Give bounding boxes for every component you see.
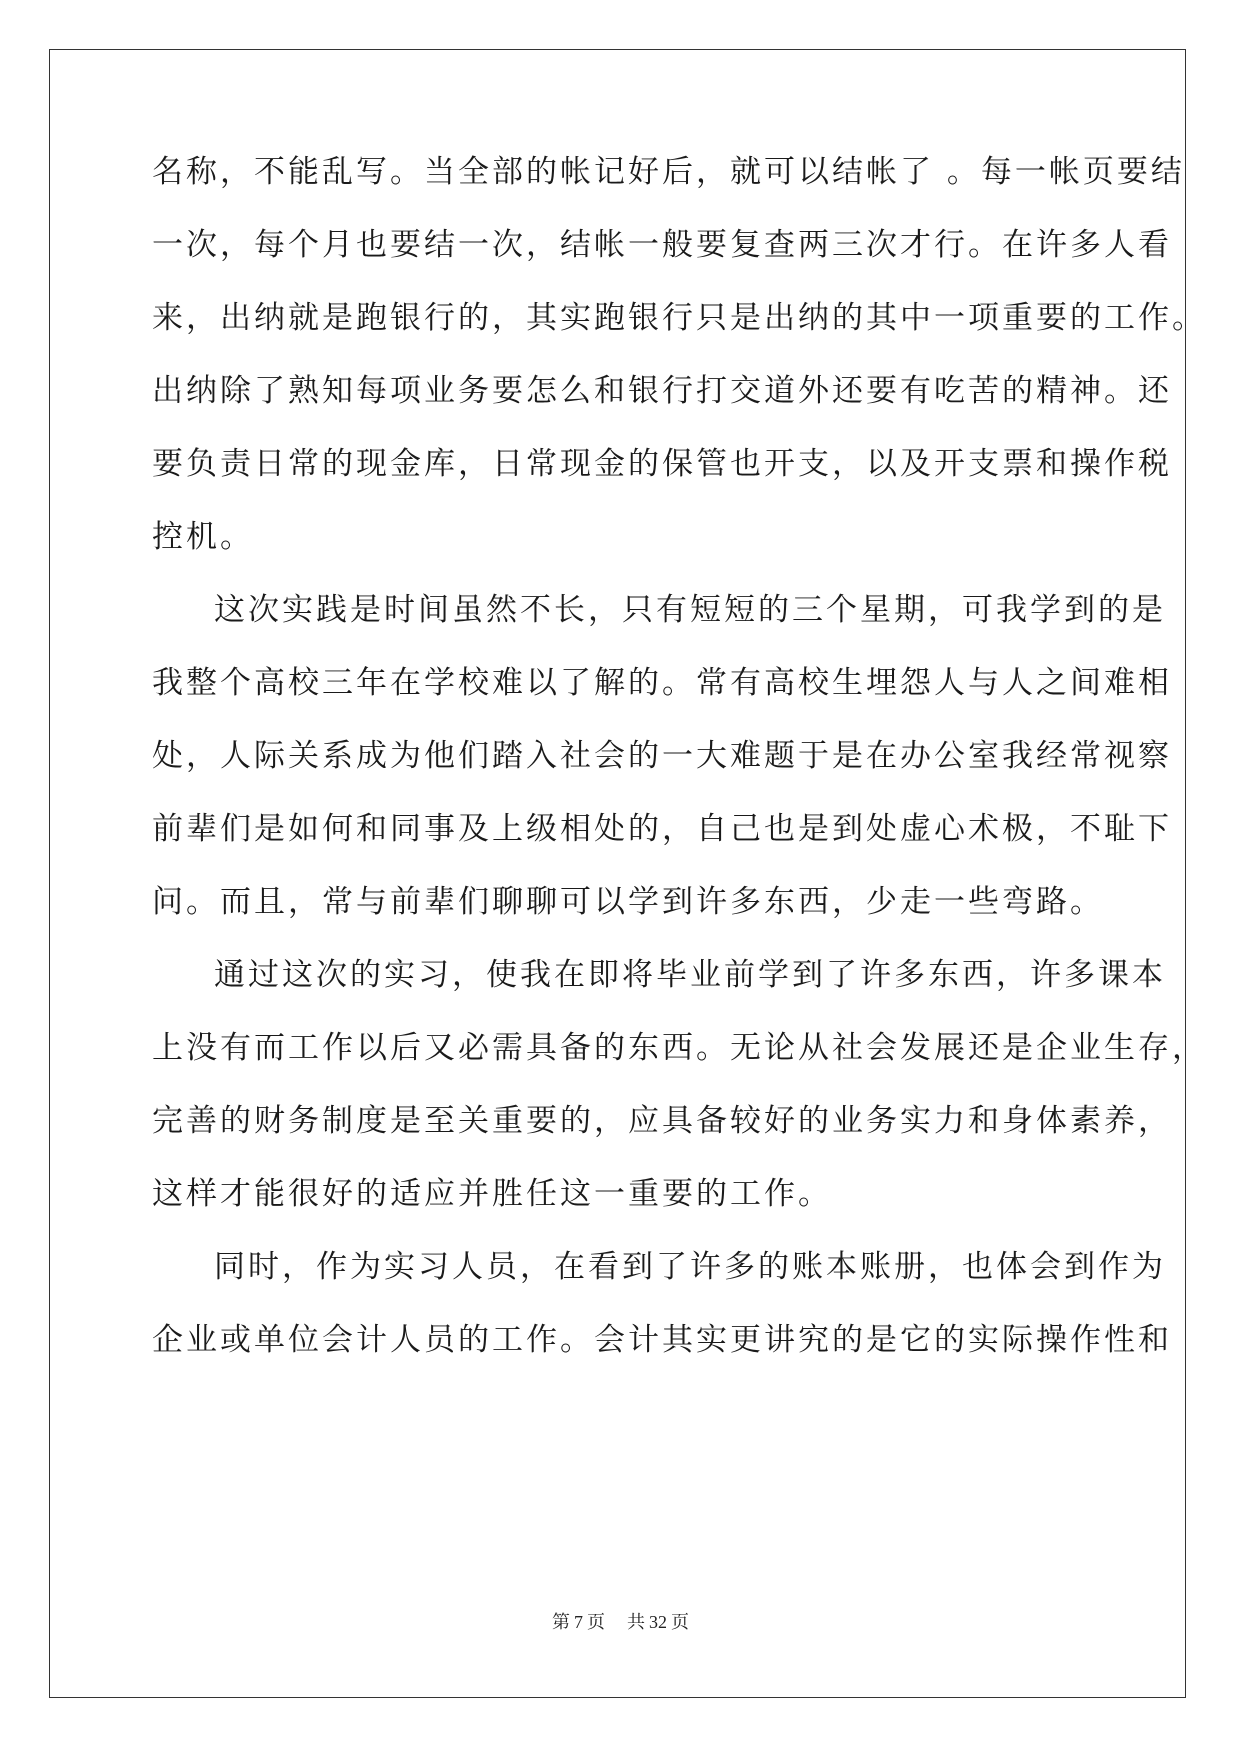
text-line: 问。而且，常与前辈们聊聊可以学到许多东西，少走一些弯路。 (152, 884, 1104, 920)
page-suffix: 页 (587, 1612, 605, 1632)
paragraph-first-line: 通过这次的实习，使我在即将毕业前学到了许多东西，许多课本 (214, 957, 1166, 993)
page-border (49, 49, 1186, 1698)
text-line: 名称，不能乱写。当全部的帐记好后，就可以结帐了 。每一帐页要结 (152, 154, 1185, 190)
text-line: 来，出纳就是跑银行的，其实跑银行只是出纳的其中一项重要的工作。 (152, 300, 1206, 336)
page-label: 第 (552, 1612, 570, 1632)
total-pages: 32 (649, 1612, 667, 1632)
text-line: 要负责日常的现金库，日常现金的保管也开支，以及开支票和操作税 (152, 446, 1172, 482)
text-line: 一次，每个月也要结一次，结帐一般要复查两三次才行。在许多人看 (152, 227, 1172, 263)
text-line: 出纳除了熟知每项业务要怎么和银行打交道外还要有吃苦的精神。还 (152, 373, 1172, 409)
text-line: 我整个高校三年在学校难以了解的。常有高校生埋怨人与人之间难相 (152, 665, 1172, 701)
page-number: 7 (574, 1612, 583, 1632)
text-line: 这样才能很好的适应并胜任这一重要的工作。 (152, 1176, 832, 1212)
text-line: 上没有而工作以后又必需具备的东西。无论从社会发展还是企业生存， (152, 1030, 1206, 1066)
text-line: 处，人际关系成为他们踏入社会的一大难题于是在办公室我经常视察 (152, 738, 1172, 774)
text-line: 企业或单位会计人员的工作。会计其实更讲究的是它的实际操作性和 (152, 1322, 1172, 1358)
total-suffix: 页 (671, 1612, 689, 1632)
page-footer (0, 1608, 1241, 1634)
text-line: 完善的财务制度是至关重要的，应具备较好的业务实力和身体素养， (152, 1103, 1172, 1139)
paragraph-first-line: 这次实践是时间虽然不长，只有短短的三个星期，可我学到的是 (214, 592, 1166, 628)
total-label: 共 (627, 1612, 645, 1632)
paragraph-first-line: 同时，作为实习人员，在看到了许多的账本账册，也体会到作为 (214, 1249, 1166, 1285)
text-line: 前辈们是如何和同事及上级相处的，自己也是到处虚心术极，不耻下 (152, 811, 1172, 847)
text-line: 控机。 (152, 519, 254, 555)
